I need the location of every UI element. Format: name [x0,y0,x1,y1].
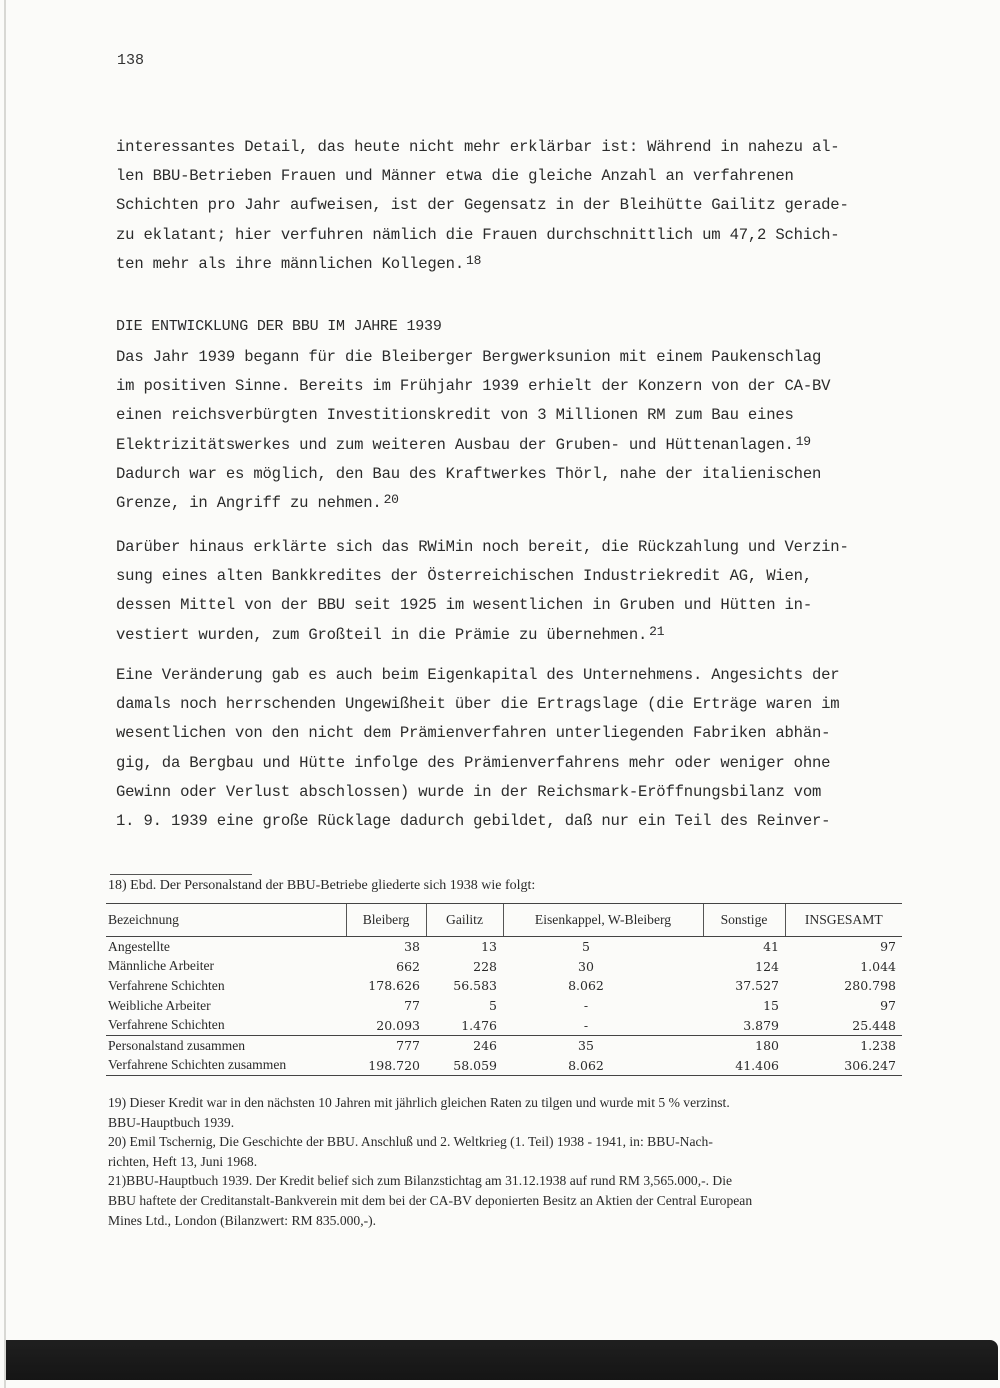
table-cell: 38 [404,939,420,955]
table-row [106,976,902,996]
table-row [106,1015,902,1035]
text-span: vestiert wurden, zum Großteil in die Prämie zu übernehmen. [116,625,648,644]
column-header-sonstige: Sonstige [703,904,785,937]
footnote-21-cont: BBU haftete der Creditanstalt-Bankverein mit dem bei der CA-BV deponierten Besitz an Aktien der Central European [108,1192,753,1208]
table-cell: 56.583 [453,978,497,994]
table-cell: 5 [489,998,497,1014]
paragraph-3 [116,533,916,650]
table-cell: 280.798 [844,978,896,994]
table-cell: 8.062 [568,978,604,994]
column-header-gailitz: Gailitz [426,904,503,937]
text-line: len BBU-Betrieben Frauen und Männer etwa die gleiche Anzahl an verfahrenen [116,167,794,186]
table-cell: 35 [503,1035,703,1055]
personnel-table [106,903,902,1076]
table-cell: 1.044 [860,958,896,974]
table-cell: 198.720 [346,1056,426,1076]
text-line: zu eklatant; hier verfuhren nämlich die Frauen durchschnittlich um 47,2 Schich- [116,225,840,244]
paragraph-2 [116,343,916,518]
table-cell: 58.059 [426,1056,503,1076]
text-line: Gewinn oder Verlust abschlossen) wurde in der Reichsmark-Eröffnungsbilanz vom [116,782,822,801]
column-header-insgesamt: INSGESAMT [785,904,902,937]
table-cell: 20.093 [376,1017,420,1033]
column-header-bleiberg: Bleiberg [346,904,426,937]
footnote-19-cont: BBU-Hauptbuch 1939. [108,1114,235,1130]
table-row [106,1056,902,1076]
table-row [106,957,902,977]
page-number: 138 [117,52,145,69]
footnote-18-title: 18) Ebd. Der Personalstand der BBU-Betriebe gliederte sich 1938 wie folgt: [108,878,536,893]
table-cell: - [583,998,589,1014]
table-cell: 13 [481,939,497,955]
table-cell: 3.879 [743,1017,779,1033]
table-cell: 15 [763,998,779,1014]
footnote-20-cont: richten, Heft 13, Juni 1968. [108,1153,258,1169]
text-line: einen reichsverbürgten Investitionskredit von 3 Millionen RM zum Bau eines [116,406,794,425]
text-line: im positiven Sinne. Bereits im Frühjahr 1939 erhielt der Konzern von der CA-BV [116,377,831,396]
table-row [106,1035,902,1055]
section-heading: DIE ENTWICKLUNG DER BBU IM JAHRE 1939 [116,318,442,335]
table-row [106,937,902,957]
table-cell: 180 [703,1035,785,1055]
table-cell: 662 [396,958,420,974]
footnote-ref-18[interactable]: 18 [466,252,482,268]
text-line: 1. 9. 1939 eine große Rücklage dadurch gebildet, daß nur ein Teil des Reinver- [116,812,831,831]
table-cell: 5 [582,939,590,955]
text-line [116,431,916,460]
scan-border [6,1340,998,1380]
paragraph-4 [116,661,916,836]
footnote-separator [110,874,252,875]
table-row [106,996,902,1016]
table-cell: 124 [755,958,779,974]
text-line: Darüber hinaus erklärte sich das RWiMin noch bereit, die Rückzahlung und Verzin- [116,538,849,556]
text-line: wesentlichen von den nicht dem Prämienverfahren unterliegenden Fabriken abhän- [116,724,831,743]
table-cell: 97 [880,998,896,1014]
row-label: Personalstand zusammen [106,1035,346,1055]
footnote-ref-20[interactable]: 20 [383,492,399,508]
row-label: Verfahrene Schichten [108,977,225,993]
footnote-21: 21)BBU-Hauptbuch 1939. Der Kredit belief sich zum Bilanzstichtag am 31.12.1938 auf rund RM 3,565.000,-. Die [108,1173,733,1189]
row-label: Männliche Arbeiter [108,958,215,974]
text-line [116,250,916,279]
text-span: Grenze, in Angriff zu nehmen. [116,494,382,513]
column-header-bezeichnung: Bezeichnung [106,904,346,937]
footnote-ref-21[interactable]: 21 [649,623,665,639]
footnote-20: 20) Emil Tschernig, Die Geschichte der BBU. Anschluß und 2. Weltkrieg (1. Teil) 1938 - 1941, in: BBU-Nach- [108,1134,713,1150]
table-cell: - [583,1017,589,1033]
footnote-19: 19) Dieser Kredit war in den nächsten 10 Jahren mit jährlich gleichen Raten zu tilgen und wurde mit 5 % verzinst. [108,1095,730,1110]
table-cell: 228 [473,958,497,974]
table-cell: 97 [880,939,896,955]
table-cell: 777 [346,1035,426,1055]
text-span: ten mehr als ihre männlichen Kollegen. [116,254,464,273]
text-line: Dadurch war es möglich, den Bau des Kraftwerkes Thörl, nahe der italienischen [116,464,822,483]
column-header-eisenkappel: Eisenkappel, W-Bleiberg [503,904,703,937]
text-line: Das Jahr 1939 begann für die Bleiberger Bergwerksunion mit einem Paukenschlag [116,348,822,366]
row-label: Angestellte [108,938,170,954]
table-cell: 178.626 [368,978,420,994]
row-label: Weibliche Arbeiter [108,997,211,1013]
text-line: damals noch herrschenden Ungewißheit über die Ertragslage (die Erträge waren im [116,695,840,714]
text-line: dessen Mittel von der BBU seit 1925 im wesentlichen in Gruben und Hütten in- [116,596,812,615]
table-cell: 1.238 [785,1035,902,1055]
table-cell: 25.448 [852,1017,896,1033]
table-header-row [106,904,902,937]
row-label: Verfahrene Schichten [108,1017,225,1033]
table-cell: 8.062 [503,1056,703,1076]
text-line: Schichten pro Jahr aufweisen, ist der Gegensatz in der Bleihütte Gailitz gerade- [116,196,849,215]
footnote-21-cont: Mines Ltd., London (Bilanzwert: RM 835.000,-). [108,1212,377,1228]
text-line [116,621,916,650]
table-cell: 37.527 [735,978,779,994]
row-label: Verfahrene Schichten zusammen [106,1056,346,1076]
table-cell: 30 [578,958,594,974]
text-line: sung eines alten Bankkredites der Österreichischen Industriekredit AG, Wien, [116,567,812,586]
table-cell: 77 [404,998,420,1014]
table-cell: 1.476 [461,1017,497,1033]
scan-edge [4,0,6,1388]
text-line [116,489,916,518]
text-line: Eine Veränderung gab es auch beim Eigenkapital des Unternehmens. Angesichts der [116,666,840,684]
text-line: gig, da Bergbau und Hütte infolge des Prämienverfahrens mehr oder weniger ohne [116,753,831,772]
table-cell: 41 [763,939,779,955]
table-cell: 246 [426,1035,503,1055]
paragraph-1 [116,133,916,279]
text-span: Elektrizitätswerkes und zum weiteren Ausbau der Gruben- und Hüttenanlagen. [116,435,794,454]
table-cell: 41.406 [703,1056,785,1076]
footnotes [108,1093,918,1230]
footnote-ref-19[interactable]: 19 [795,433,811,449]
text-line: interessantes Detail, das heute nicht mehr erklärbar ist: Während in nahezu al- [116,138,840,156]
table-cell: 306.247 [785,1056,902,1076]
